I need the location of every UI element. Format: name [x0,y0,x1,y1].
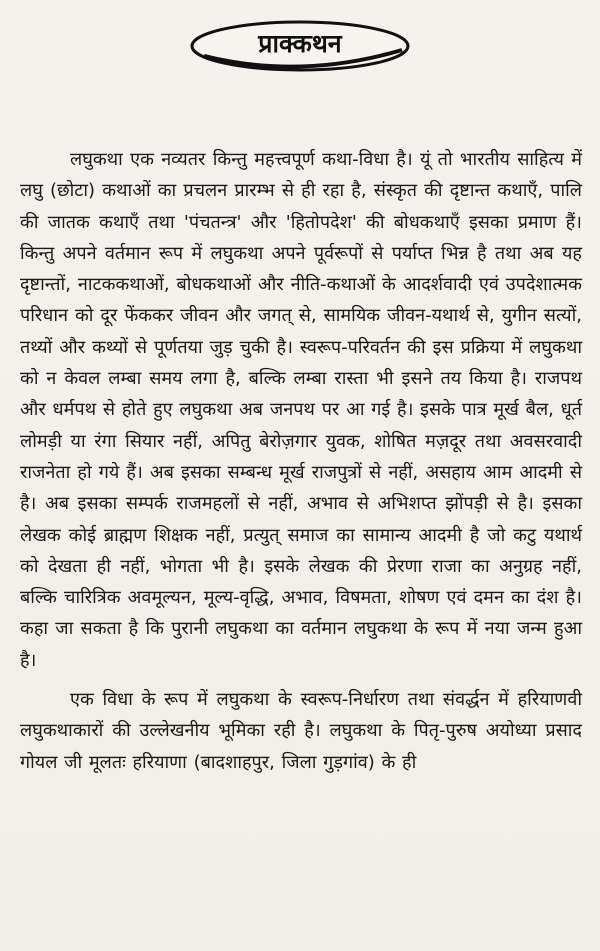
paragraph-1: लघुकथा एक नव्यतर किन्तु महत्त्वपूर्ण कथा-विधा है। यूं तो भारतीय साहित्य में लघु (छोटा) कथाओं का प्रचलन प्रारम्भ से ही रहा है, संस्कृत की दृष्टान्त कथाएँ, पालि की जातक कथाएँ तथा 'पंचतन्त्र' और 'हितोपदेश' की बोधकथाएँ इसका प्रमाण हैं। किन्तु अपने वर्तमान रूप में लघुकथा अपने पूर्वरूपों से पर्याप्त भिन्न है तथा अब यह दृष्टान्तों, नाटककथाओं, बोधकथाओं और नीति-कथाओं के आदर्शवादी एवं उपदेशात्मक परिधान को दूर फेंककर जीवन और जगत् से, सामयिक जीवन-यथार्थ से, युगीन सत्यों, तथ्यों और कथ्यों से पूर्णतया जुड़ चुकी है। स्वरूप-परिवर्तन की इस प्रक्रिया में लघुकथा को न केवल लम्बा समय लगा है, बल्कि लम्बा रास्ता भी इसने तय किया है। राजपथ और धर्मपथ से होते हुए लघुकथा अब जनपथ पर आ गई है। इसके पात्र मूर्ख बैल, धूर्त लोमड़ी या रंगा सियार नहीं, अपितु बेरोज़गार युवक, शोषित मज़दूर तथा अवसरवादी राजनेता हो गये हैं। अब इसका सम्बन्ध मूर्ख राजपुत्रों से नहीं, असहाय आम आदमी से है। अब इसका सम्पर्क राजमहलों से नहीं, अभाव से अभिशप्त झोंपड़ी से है। इसका लेखक कोई ब्राह्मण शिक्षक नहीं, प्रत्युत् समाज का सामान्य आदमी है जो कटु यथार्थ को देखता ही नहीं, भोगता भी है। इसके लेखक की प्रेरणा राजा का अनुग्रह नहीं, बल्कि चारित्रिक अवमूल्यन, मूल्य-वृद्धि, अभाव, विषमता, शोषण एवं दमन का दंश है। कहा जा सकता है कि पुरानी लघुकथा का वर्तमान लघुकथा के रूप में नया जन्म हुआ है। [20,149,582,671]
paragraph-2: एक विधा के रूप में लघुकथा के स्वरूप-निर्धारण तथा संवर्द्धन में हरियाणवी लघुकथाकारों की उल्लेखनीय भूमिका रही है। लघुकथा के पितृ-पुरुष अयोध्या प्रसाद गोयल जी मूलतः हरियाणा (बादशाहपुर, जिला गुड़गांव) के ही [20,689,582,773]
body-text [20,144,582,778]
page-title: प्राक्कथन [258,29,342,58]
title-badge [188,18,412,74]
